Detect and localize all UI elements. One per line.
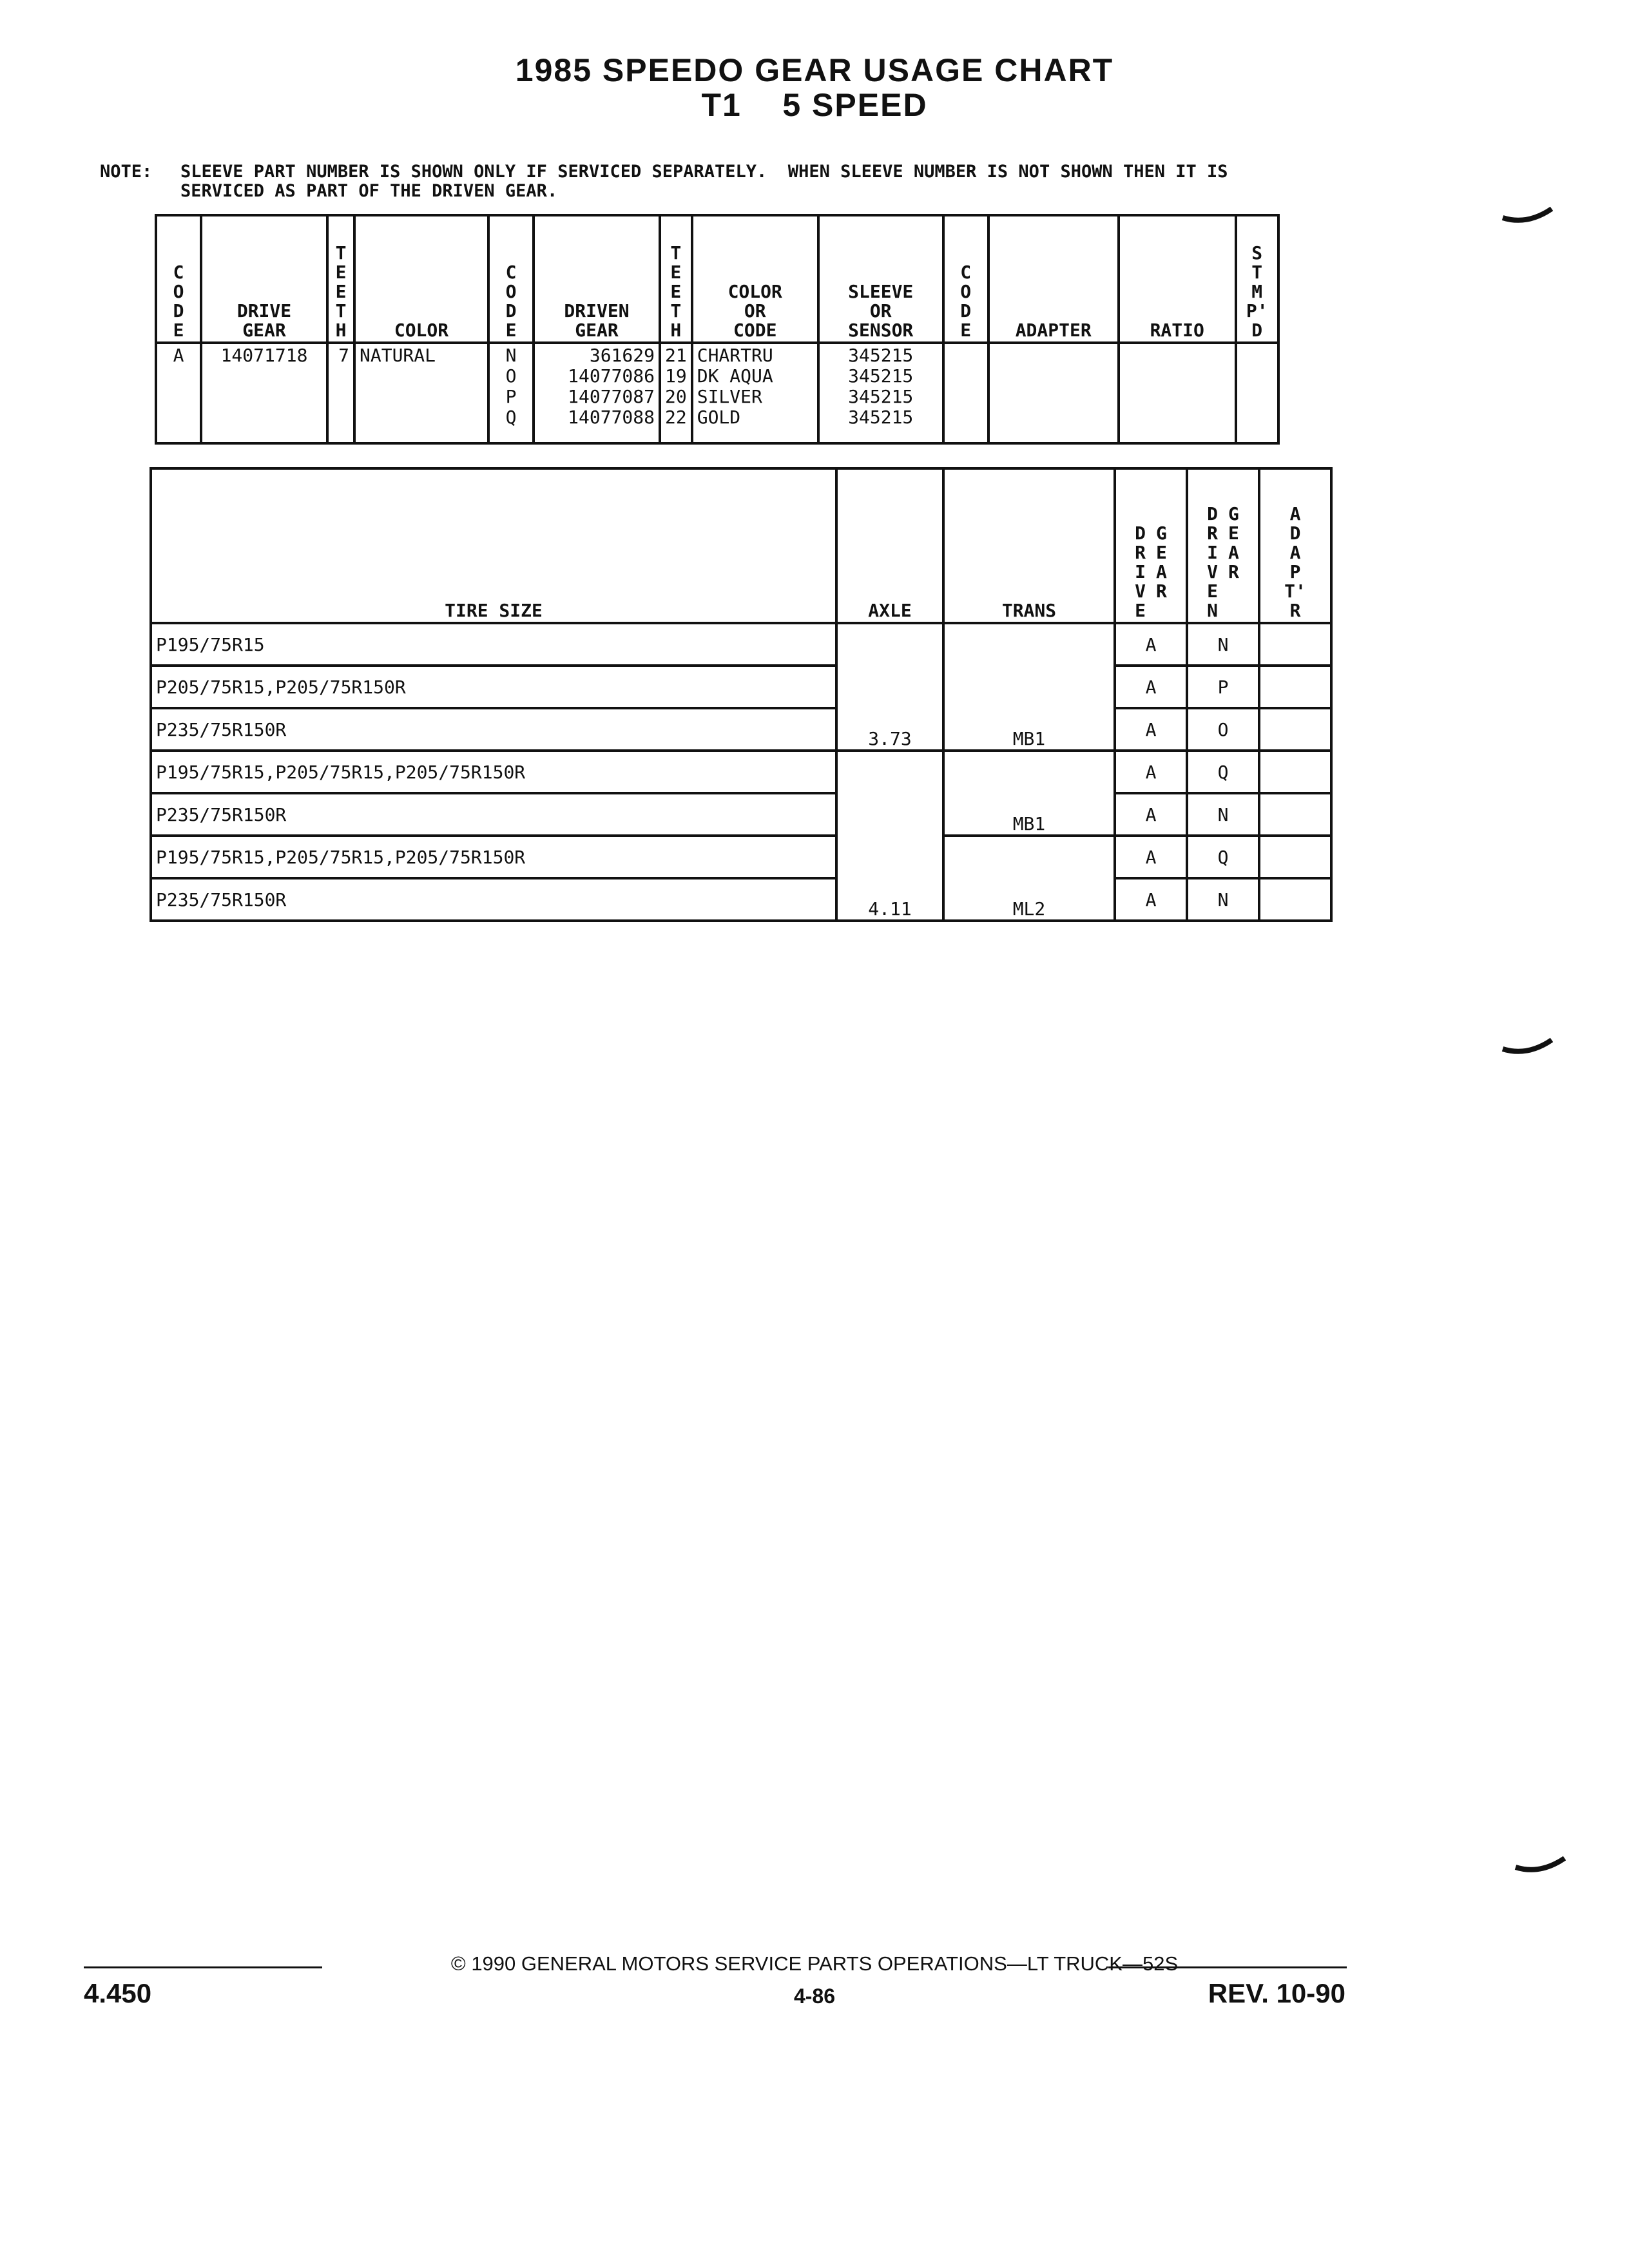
drive-gear-code: A xyxy=(1115,666,1187,708)
list-item: OR xyxy=(744,300,766,322)
list-item: 22 xyxy=(665,407,687,428)
list-item: 345215 xyxy=(848,365,914,387)
page-number-center: 4-86 xyxy=(793,1984,836,2008)
list-item: C xyxy=(960,262,972,283)
tire-table-header xyxy=(151,468,1331,623)
list-item: I xyxy=(1135,561,1146,582)
code-3-cell xyxy=(943,343,988,443)
gear-table xyxy=(155,214,1280,445)
list-item: R xyxy=(1207,523,1218,544)
drive-color: NATURAL xyxy=(354,343,488,443)
list-item: E xyxy=(1207,581,1218,602)
list-item: SENSOR xyxy=(848,320,914,341)
driven-gear-code: N xyxy=(1187,793,1259,836)
drive-gear-code: A xyxy=(1115,793,1187,836)
punch-mark xyxy=(1501,1037,1553,1057)
list-item: E xyxy=(335,281,347,302)
list-item: SILVER xyxy=(697,386,762,407)
tire-size: P235/75R150R xyxy=(151,793,836,836)
header-axle: AXLE xyxy=(836,468,943,623)
driven-gear-code: Q xyxy=(1187,836,1259,878)
header-ratio: RATIO xyxy=(1119,215,1236,343)
list-item: D xyxy=(505,300,517,322)
header-sleeve-or-sensor xyxy=(818,215,943,343)
header-adaptr xyxy=(1259,468,1331,623)
list-item: A xyxy=(1289,503,1301,524)
list-item: Q xyxy=(505,407,517,428)
list-item: T' xyxy=(1284,581,1306,602)
list-item: 345215 xyxy=(848,345,914,366)
list-item: E xyxy=(960,320,972,341)
trans-value: MB1 xyxy=(943,623,1115,751)
tire-size: P195/75R15 xyxy=(151,623,836,666)
header-code-2 xyxy=(488,215,534,343)
list-item: COLOR xyxy=(728,281,782,302)
table-row xyxy=(151,878,1331,921)
list-item: D xyxy=(1289,523,1301,544)
list-item: A xyxy=(1289,542,1301,563)
list-item: G xyxy=(1156,523,1167,544)
adaptr-cell xyxy=(1259,708,1331,751)
list-item: D xyxy=(1135,523,1146,544)
tire-table xyxy=(149,467,1333,922)
drive-gear-code: A xyxy=(1115,878,1187,921)
list-item: C xyxy=(173,262,184,283)
list-item: E xyxy=(335,262,347,283)
header-trans: TRANS xyxy=(943,468,1115,623)
header-code-1 xyxy=(156,215,201,343)
list-item: I xyxy=(1207,542,1218,563)
list-item: G xyxy=(1228,503,1239,524)
page-number-left: 4.450 xyxy=(84,1978,152,2008)
list-item: 361629 xyxy=(589,345,655,366)
adaptr-cell xyxy=(1259,666,1331,708)
list-item: O xyxy=(960,281,972,302)
list-item: V xyxy=(1207,561,1218,582)
list-item: O xyxy=(505,365,517,387)
list-item: O xyxy=(173,281,184,302)
header-code-3 xyxy=(943,215,988,343)
list-item: E xyxy=(670,262,682,283)
driven-gear-code: P xyxy=(1187,666,1259,708)
note-label: NOTE: xyxy=(100,162,153,182)
adapter-cell xyxy=(988,343,1119,443)
tire-size: P205/75R15,P205/75R150R xyxy=(151,666,836,708)
gear-table-row xyxy=(156,343,1278,443)
copyright: © 1990 GENERAL MOTORS SERVICE PARTS OPERATIONS—LT TRUCK—52S xyxy=(450,1952,1179,1975)
ratio-cell xyxy=(1119,343,1236,443)
drive-gear-code: A xyxy=(1115,623,1187,666)
table-row xyxy=(151,708,1331,751)
list-item: T xyxy=(670,242,682,264)
list-item: E xyxy=(1228,523,1239,544)
list-item: E xyxy=(670,281,682,302)
header-teeth-1 xyxy=(327,215,354,343)
note-line-2: SERVICED AS PART OF THE DRIVEN GEAR. xyxy=(180,181,558,201)
list-item: 20 xyxy=(665,386,687,407)
list-item: M xyxy=(1251,281,1263,302)
punch-mark xyxy=(1501,206,1553,226)
list-item: R xyxy=(1228,561,1239,582)
list-item: H xyxy=(335,320,347,341)
table-row xyxy=(151,623,1331,666)
list-item: GEAR xyxy=(575,320,619,341)
header-drive-gear xyxy=(1115,468,1187,623)
list-item: S xyxy=(1251,242,1263,264)
sleeves xyxy=(818,343,943,443)
list-item: T xyxy=(335,300,347,322)
drive-code: A xyxy=(156,343,201,443)
drive-gear-code: A xyxy=(1115,836,1187,878)
list-item: T xyxy=(670,300,682,322)
list-item: 21 xyxy=(665,345,687,366)
driven-gears xyxy=(534,343,660,443)
trans-value: ML2 xyxy=(943,836,1115,921)
header-tire-size: TIRE SIZE xyxy=(151,468,836,623)
list-item: 14077088 xyxy=(568,407,655,428)
header-driven-gear xyxy=(534,215,660,343)
list-item: GEAR xyxy=(242,320,286,341)
list-item: P' xyxy=(1246,300,1268,322)
header-stmpd xyxy=(1236,215,1278,343)
driven-gear-code: O xyxy=(1187,708,1259,751)
list-item: H xyxy=(670,320,682,341)
list-item: R xyxy=(1135,542,1146,563)
header-color-or-code xyxy=(692,215,818,343)
adaptr-cell xyxy=(1259,878,1331,921)
list-item: C xyxy=(505,262,517,283)
list-item: 14077086 xyxy=(568,365,655,387)
list-item: A xyxy=(1156,561,1167,582)
list-item: E xyxy=(1135,600,1146,621)
list-item: SLEEVE xyxy=(848,281,914,302)
list-item: E xyxy=(173,320,184,341)
header-color: COLOR xyxy=(354,215,488,343)
list-item: V xyxy=(1135,581,1146,602)
driven-gear-code: N xyxy=(1187,878,1259,921)
axle-value: 3.73 xyxy=(836,623,943,751)
adaptr-cell xyxy=(1259,836,1331,878)
table-row xyxy=(151,751,1331,793)
tire-size: P235/75R150R xyxy=(151,708,836,751)
list-item: T xyxy=(335,242,347,264)
list-item: CODE xyxy=(733,320,777,341)
list-item: DRIVEN xyxy=(564,300,630,322)
list-item: D xyxy=(173,300,184,322)
tire-size: P195/75R15,P205/75R15,P205/75R150R xyxy=(151,751,836,793)
adaptr-cell xyxy=(1259,751,1331,793)
title-line-1: 1985 SPEEDO GEAR USAGE CHART xyxy=(515,52,1114,88)
list-item: N xyxy=(505,345,517,366)
revision: REV. 10-90 xyxy=(1208,1978,1345,2008)
list-item: E xyxy=(505,320,517,341)
header-driven-gear xyxy=(1187,468,1259,623)
list-item: DRIVE xyxy=(236,300,292,322)
list-item: O xyxy=(505,281,517,302)
note-text xyxy=(180,162,1456,201)
table-row xyxy=(151,666,1331,708)
list-item: OR xyxy=(869,300,892,322)
header-drive-gear xyxy=(201,215,327,343)
list-item: R xyxy=(1289,600,1301,621)
list-item: D xyxy=(1207,503,1218,524)
axle-value: 4.11 xyxy=(836,751,943,921)
drive-gear-code: A xyxy=(1115,708,1187,751)
list-item: T xyxy=(1251,262,1263,283)
list-item: 345215 xyxy=(848,386,914,407)
driven-gear-code: N xyxy=(1187,623,1259,666)
table-row xyxy=(151,793,1331,836)
stmpd-cell xyxy=(1236,343,1278,443)
list-item: N xyxy=(1207,600,1218,621)
list-item: D xyxy=(960,300,972,322)
tire-size: P195/75R15,P205/75R15,P205/75R150R xyxy=(151,836,836,878)
drive-gear-code: A xyxy=(1115,751,1187,793)
header-adapter: ADAPTER xyxy=(988,215,1119,343)
adaptr-cell xyxy=(1259,623,1331,666)
gear-table-header xyxy=(156,215,1278,343)
punch-mark xyxy=(1514,1856,1566,1875)
trans-value: MB1 xyxy=(943,751,1115,836)
drive-teeth: 7 xyxy=(327,343,354,443)
page-title xyxy=(0,53,1629,122)
list-item: E xyxy=(1156,542,1167,563)
list-item: 345215 xyxy=(848,407,914,428)
list-item: GOLD xyxy=(697,407,741,428)
list-item: 19 xyxy=(665,365,687,387)
driven-teeth xyxy=(660,343,692,443)
driven-gear-code: Q xyxy=(1187,751,1259,793)
drive-gear: 14071718 xyxy=(201,343,327,443)
driven-codes xyxy=(488,343,534,443)
list-item: P xyxy=(505,386,517,407)
list-item: 14077087 xyxy=(568,386,655,407)
list-item: R xyxy=(1156,581,1167,602)
list-item: P xyxy=(1289,561,1301,582)
table-row xyxy=(151,836,1331,878)
title-line-2: T1 5 SPEED xyxy=(701,87,928,123)
header-teeth-2 xyxy=(660,215,692,343)
list-item: A xyxy=(1228,542,1239,563)
tire-size: P235/75R150R xyxy=(151,878,836,921)
note-line-1: SLEEVE PART NUMBER IS SHOWN ONLY IF SERVICED SEPARATELY. WHEN SLEEVE NUMBER IS NOT SHOWN THEN IT IS xyxy=(180,162,1228,182)
list-item: DK AQUA xyxy=(697,365,773,387)
driven-colors xyxy=(692,343,818,443)
list-item: D xyxy=(1251,320,1263,341)
adaptr-cell xyxy=(1259,793,1331,836)
list-item: CHARTRU xyxy=(697,345,773,366)
